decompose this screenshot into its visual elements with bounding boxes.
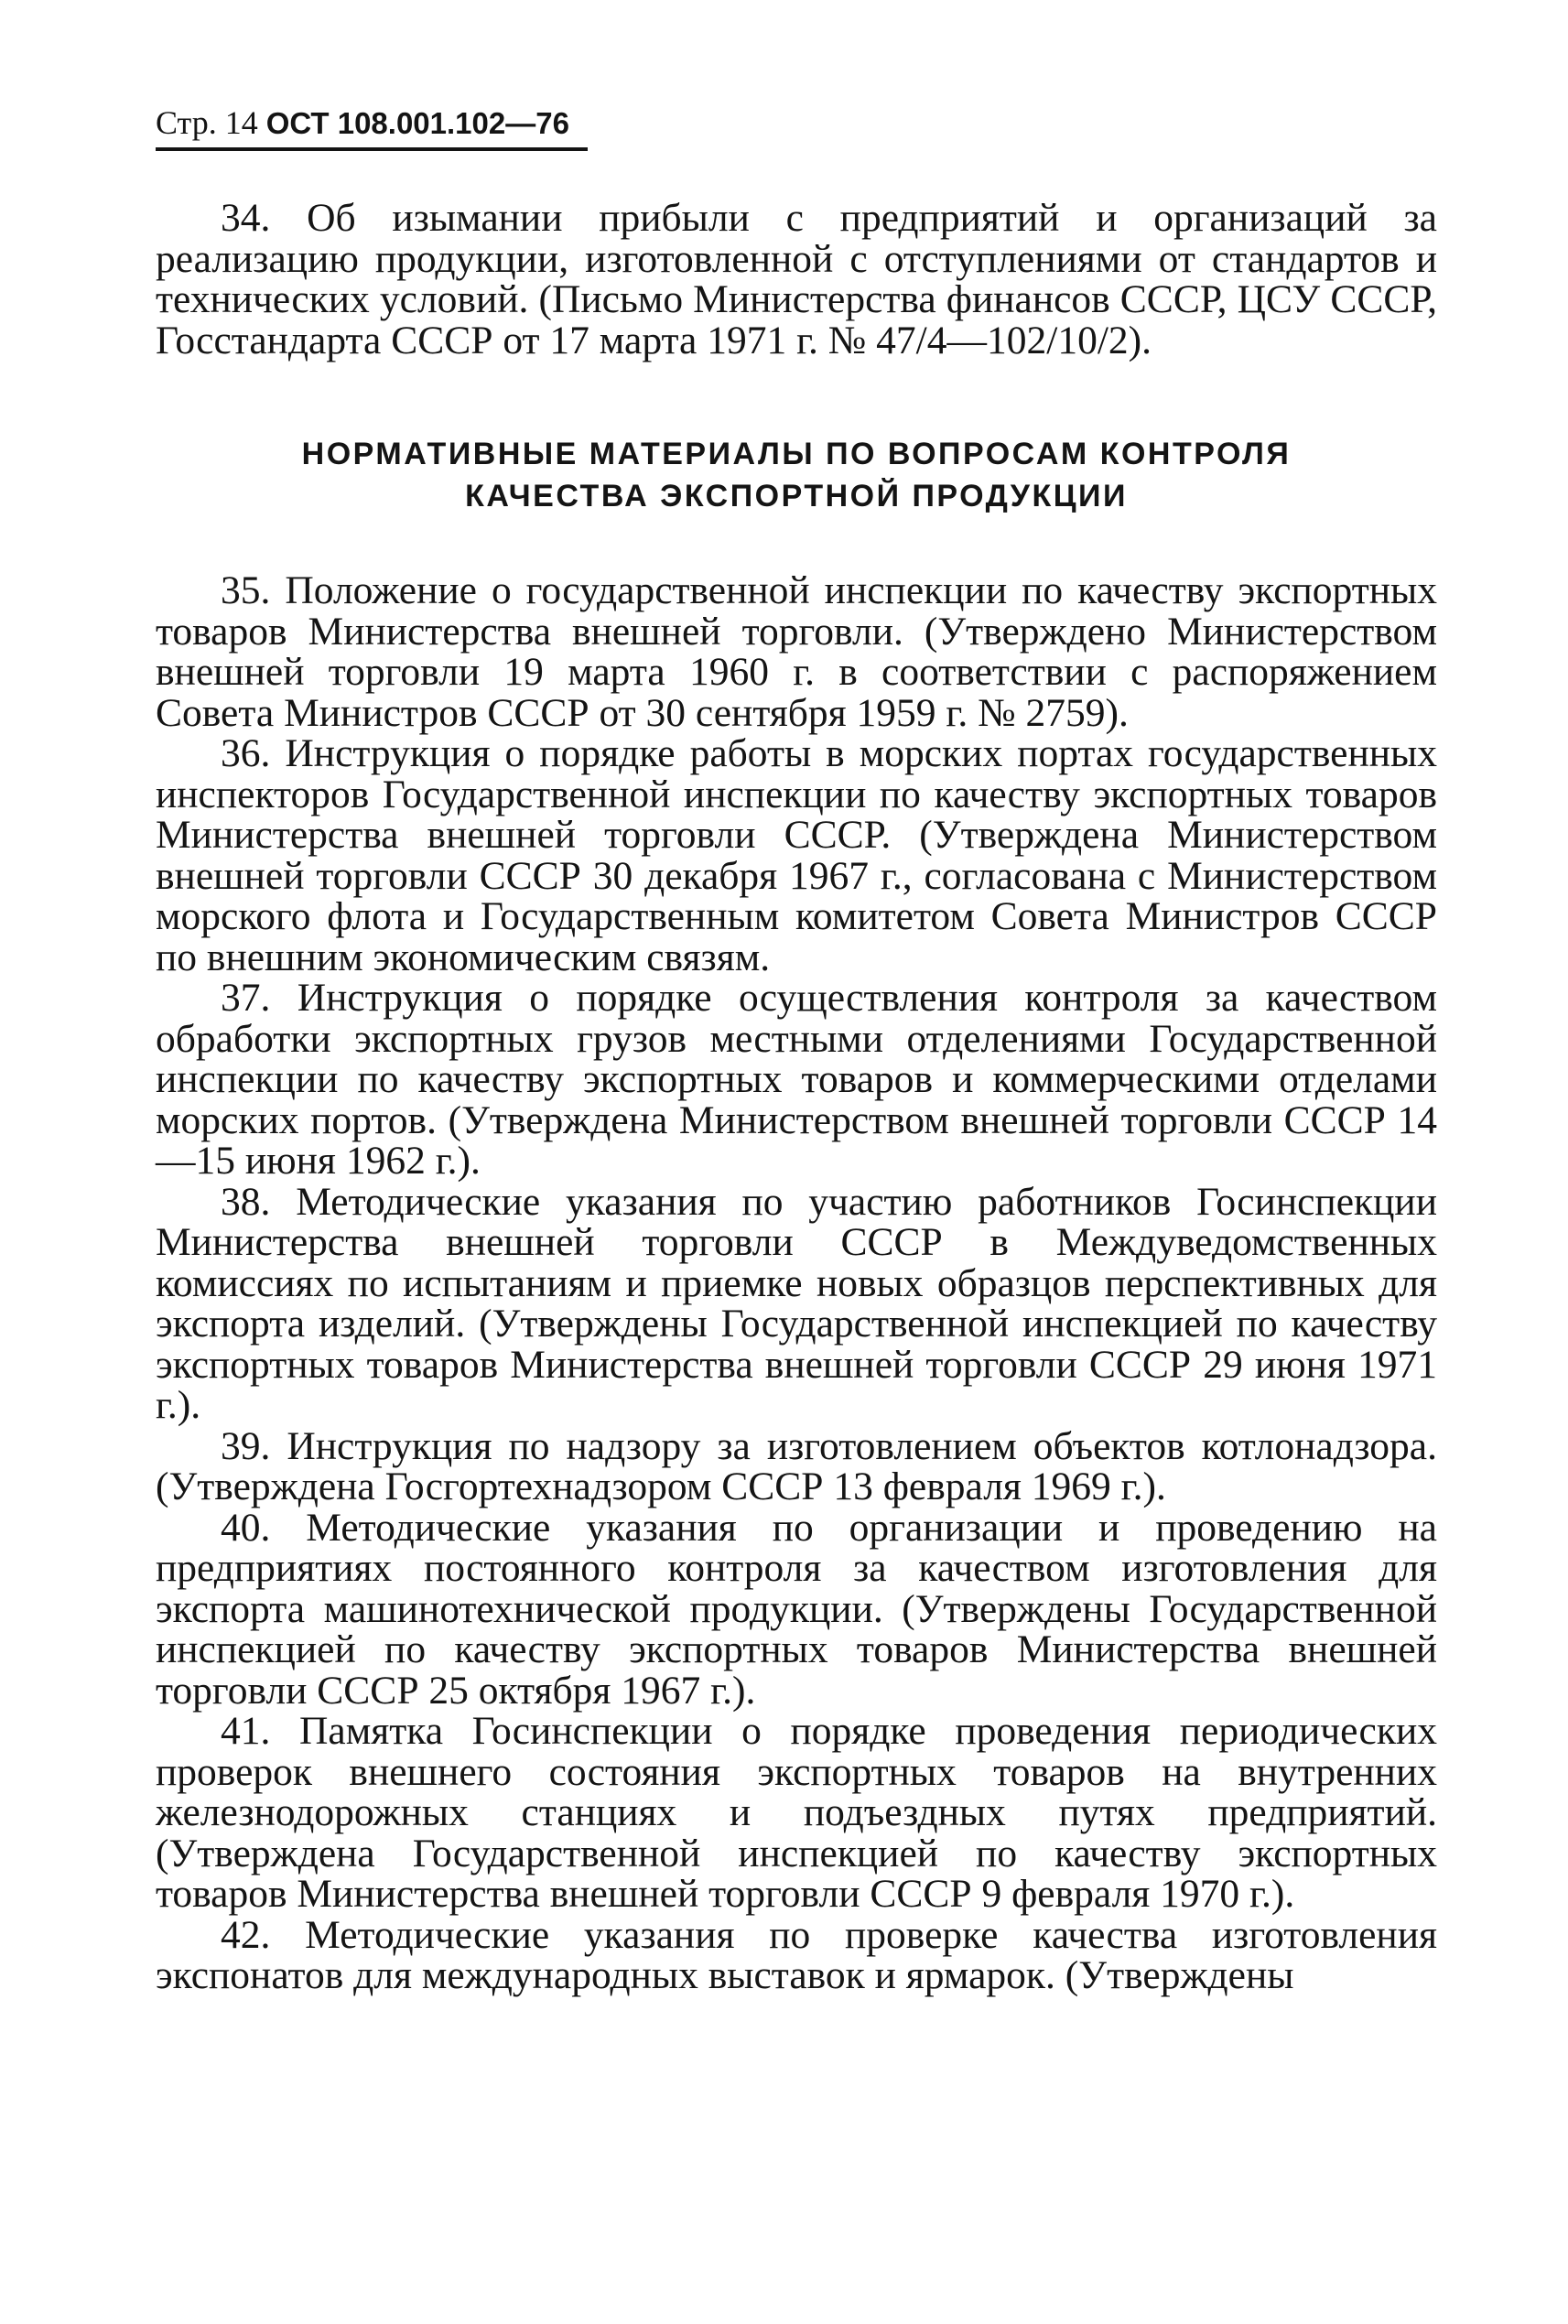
standard-designation: ОСТ 108.001.102—76: [265, 106, 569, 140]
list-item-34: 34. Об изымании прибыли с предприятий и организаций за реализацию продукции, изготовленной с отступлениями от стандартов и технических условий. (Письмо Министерства финансов СССР, ЦСУ СССР, Госстандарта СССР от 17 марта 1971 г. № 47/4—102/10/2).: [156, 196, 1437, 362]
list-item-36: 36. Инструкция о порядке работы в морских портах государственных инспекторов Государственной инспекции по качеству экспортных товаров Министерства внешней торговли СССР. (Утверждена Министерством внешней торговли СССР 30 декабря 1967 г., согласована с Министерством морского флота и Государственным комитетом Совета Министров СССР по внешним экономическим связям.: [156, 731, 1437, 979]
list-item-41: 41. Памятка Госинспекции о порядке проведения периодических проверок внешнего состояния экспортных товаров на внутренних железнодорожных станциях и подъездных путях предприятий. (Утверждена Государственной инспекцией по качеству экспортных товаров Министерства внешней торговли СССР 9 февраля 1970 г.).: [156, 1709, 1437, 1916]
header-underline: [156, 147, 588, 151]
page-number-label: Стр. 14: [156, 104, 258, 141]
list-item-40: 40. Методические указания по организации и проведению на предприятиях постоянного контроля за качеством изготовления для экспорта машинотехнической продукции. (Утверждены Государственной инспекцией по качеству экспортных товаров Министерства внешней торговли СССР 25 октября 1967 г.).: [156, 1505, 1437, 1713]
page-header: [156, 103, 569, 144]
list-item-42: 42. Методические указания по проверке качества изготовления экспонатов для международных выставок и ярмарок. (Утверждены: [156, 1912, 1437, 1997]
list-item-35: 35. Положение о государственной инспекции по качеству экспортных товаров Министерства внешней торговли. (Утверждено Министерством внешней торговли 19 марта 1960 г. в соответствии с распоряжением Совета Министров СССР от 30 сентября 1959 г. № 2759).: [156, 568, 1437, 735]
document-body: [156, 198, 1437, 1996]
section-heading-line-1: НОРМАТИВНЫЕ МАТЕРИАЛЫ ПО ВОПРОСАМ КОНТРОЛЯ: [301, 437, 1292, 471]
section-heading-line-2: КАЧЕСТВА ЭКСПОРТНОЙ ПРОДУКЦИИ: [465, 479, 1128, 513]
list-item-39: 39. Инструкция по надзору за изготовлением объектов котлонадзора. (Утверждена Госгортехнадзором СССР 13 февраля 1969 г.).: [156, 1423, 1437, 1508]
section-heading: [156, 433, 1437, 517]
list-item-37: 37. Инструкция о порядке осуществления контроля за качеством обработки экспортных грузов местными отделениями Государственной инспекции по качеству экспортных товаров и коммерческими отделами морских портов. (Утверждена Министерством внешней торговли СССР 14—15 июня 1962 г.).: [156, 976, 1437, 1183]
list-item-38: 38. Методические указания по участию работников Госинспекции Министерства внешней торговли СССР в Междуведомственных комиссиях по испытаниям и приемке новых образцов перспективных для экспорта изделий. (Утверждены Государственной инспекцией по качеству экспортных товаров Министерства внешней торговли СССР 29 июня 1971 г.).: [156, 1179, 1437, 1427]
